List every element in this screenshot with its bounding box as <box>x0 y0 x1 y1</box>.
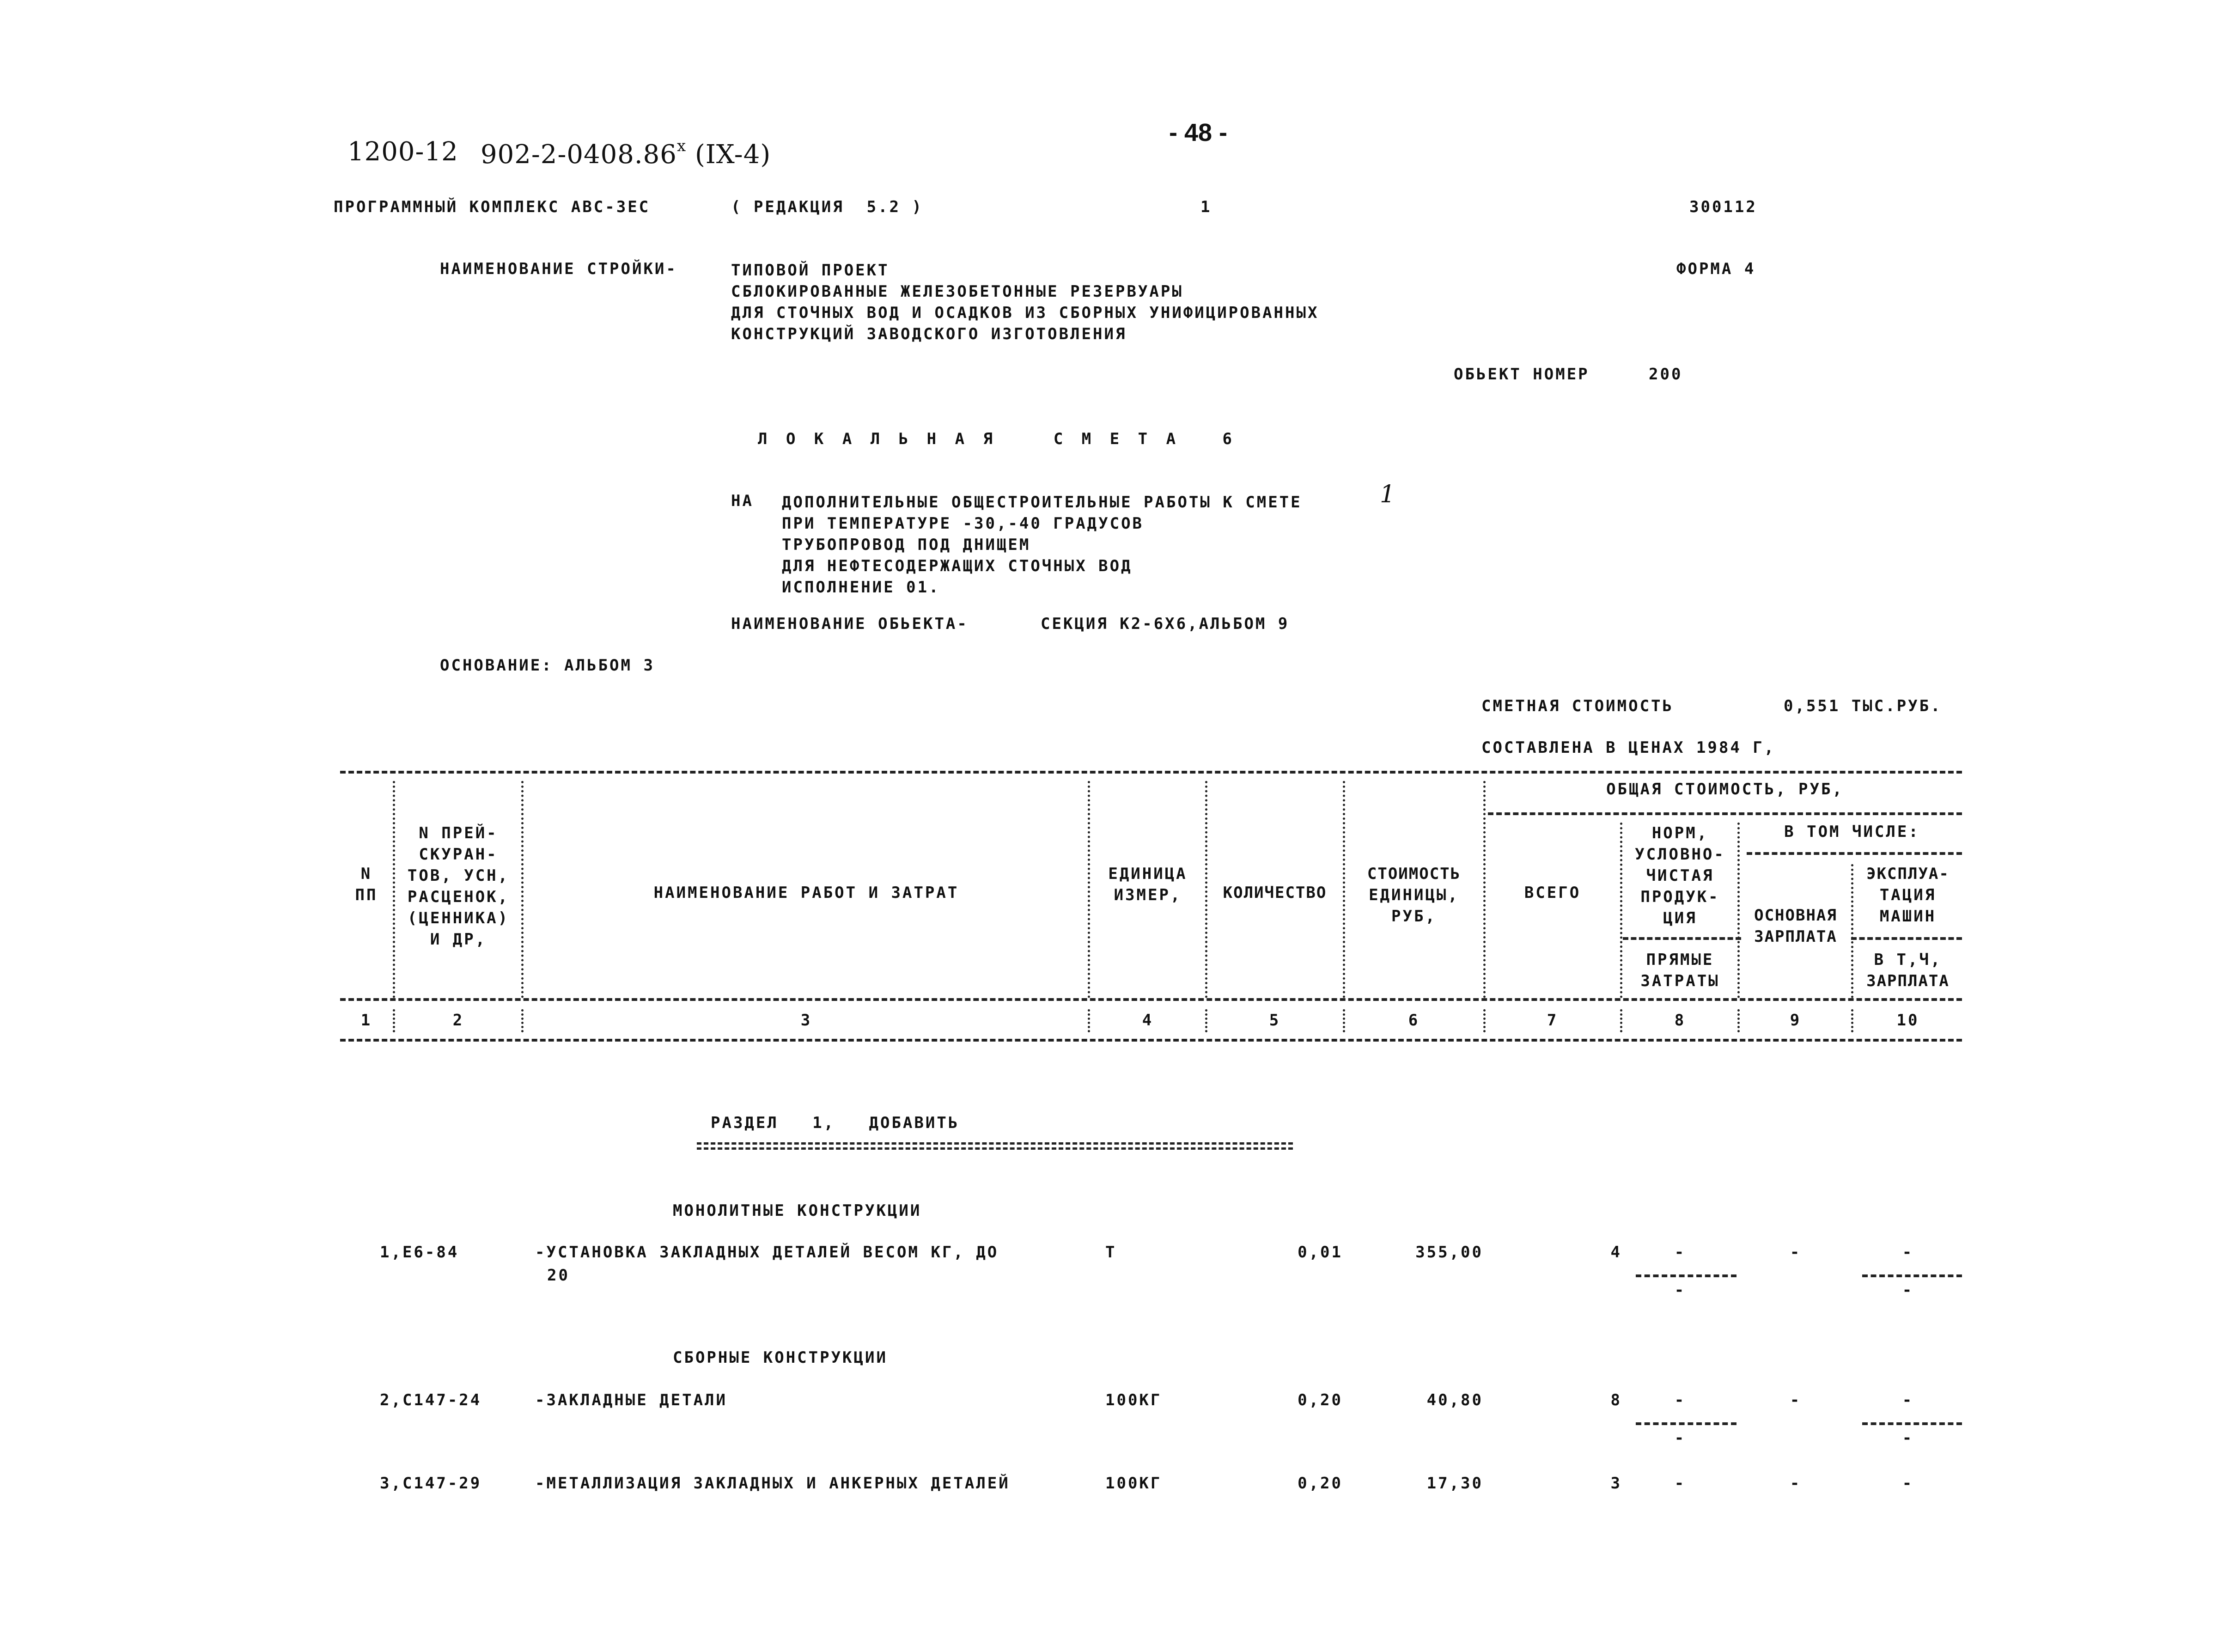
row-salary: - <box>1790 1391 1802 1409</box>
col-divider <box>1343 781 1345 998</box>
col1-head <box>346 863 387 906</box>
col1-head-line: ПП <box>355 886 378 904</box>
on-line: ДОПОЛНИТЕЛЬНЫЕ ОБЩЕСТРОИТЕЛЬНЫЕ РАБОТЫ К СМЕТЕ <box>782 493 1302 512</box>
row-split-rule <box>1636 1422 1736 1425</box>
row-split-rule <box>1636 1274 1736 1277</box>
cost-label: СМЕТНАЯ СТОИМОСТЬ <box>1481 697 1674 715</box>
site-line: ДЛЯ СТОЧНЫХ ВОД И ОСАДКОВ ИЗ СБОРНЫХ УНИФИЦИРОВАННЫХ <box>731 304 1319 322</box>
col8-head-line: ЧИСТАЯ <box>1646 866 1714 885</box>
row-total: 8 <box>1610 1391 1622 1409</box>
col-divider <box>1483 781 1486 998</box>
col10-head <box>1854 863 1962 927</box>
program-name: ПРОГРАММНЫЙ КОМПЛЕКС АВС-3ЕС <box>334 198 651 216</box>
col-divider <box>1088 781 1090 998</box>
col-divider <box>1851 864 1853 998</box>
col-divider <box>1088 1009 1090 1032</box>
row-salary: - <box>1790 1474 1802 1493</box>
col6-head-line: РУБ, <box>1391 907 1437 926</box>
sheet-number: 1 <box>1200 198 1212 216</box>
numbers-bottom-rule <box>340 1039 1962 1042</box>
col-number: 4 <box>1142 1011 1154 1030</box>
site-line: ТИПОВОЙ ПРОЕКТ <box>731 261 890 280</box>
project-code-mark: x <box>676 137 687 155</box>
row-price: 40,80 <box>1426 1391 1483 1409</box>
col-number: 5 <box>1269 1011 1281 1030</box>
row-code: 1,Е6-84 <box>380 1243 459 1262</box>
row-total: 4 <box>1610 1243 1622 1262</box>
col1-head-line: N <box>360 865 372 883</box>
prices-note: СОСТАВЛЕНА В ЦЕНАХ 1984 Г, <box>1481 738 1776 757</box>
row-unit: 100КГ <box>1105 1391 1162 1409</box>
row-machines: - <box>1902 1243 1914 1262</box>
col10-head-line: ЭКСПЛУА- <box>1866 865 1950 883</box>
col-divider <box>1737 1009 1740 1032</box>
col4-head <box>1092 863 1203 906</box>
col-divider <box>1343 1009 1345 1032</box>
col7-head: ВСЕГО <box>1524 884 1581 902</box>
row-price: 17,30 <box>1426 1474 1483 1493</box>
col-number: 6 <box>1408 1011 1420 1030</box>
site-label: НАИМЕНОВАНИЕ СТРОЙКИ- <box>440 260 677 278</box>
col8-head-line: УСЛОВНО- <box>1635 845 1725 864</box>
row-direct: - <box>1674 1243 1686 1262</box>
site-line: СБЛОКИРОВАННЫЕ ЖЕЛЕЗОБЕТОННЫЕ РЕЗЕРВУАРЫ <box>731 282 1183 301</box>
col-divider <box>521 1009 524 1032</box>
row-code: 2,С147-24 <box>380 1391 482 1409</box>
group-name: СБОРНЫЕ КОНСТРУКЦИИ <box>673 1348 888 1367</box>
col-number: 8 <box>1674 1011 1686 1030</box>
col-divider <box>393 781 395 998</box>
row-direct-lower: - <box>1674 1429 1686 1447</box>
col10-head-line: МАШИН <box>1879 907 1937 926</box>
col-divider <box>1483 1009 1486 1032</box>
col2-head-line: ТОВ, УСН, <box>407 866 510 885</box>
row-salary: - <box>1790 1243 1802 1262</box>
col-divider <box>393 1009 395 1032</box>
row-machines: - <box>1902 1474 1914 1493</box>
row-unit: Т <box>1105 1243 1117 1262</box>
total-cost-rule <box>1488 812 1962 815</box>
col2-head-line: (ЦЕННИКА) <box>407 909 510 927</box>
site-line: КОНСТРУКЦИЙ ЗАВОДСКОГО ИЗГОТОВЛЕНИЯ <box>731 325 1127 343</box>
estimate-ref-handwritten: 1 <box>1380 481 1396 508</box>
row-code: 3,С147-29 <box>380 1474 482 1493</box>
row-machines: - <box>1902 1391 1914 1409</box>
row-direct: - <box>1674 1474 1686 1493</box>
row-direct-lower: - <box>1674 1281 1686 1299</box>
col8-head-bottom <box>1623 949 1737 992</box>
on-line: ПРИ ТЕМПЕРАТУРЕ -30,-40 ГРАДУСОВ <box>782 514 1144 533</box>
row-split-rule <box>1862 1274 1962 1277</box>
col5-head: КОЛИЧЕСТВО <box>1223 884 1327 902</box>
project-code <box>481 137 771 170</box>
col10-head-line: ТАЦИЯ <box>1879 886 1937 904</box>
header-bottom-rule <box>340 998 1962 1001</box>
row-name: -ЗАКЛАДНЫЕ ДЕТАЛИ <box>535 1391 727 1409</box>
col-divider <box>1851 1009 1853 1032</box>
col-divider <box>1620 823 1622 998</box>
row-name-continued: 20 <box>547 1266 570 1285</box>
including-rule <box>1747 852 1962 855</box>
row-name: -МЕТАЛЛИЗАЦИЯ ЗАКЛАДНЫХ И АНКЕРНЫХ ДЕТАЛЕЙ <box>535 1474 1010 1493</box>
col10-head-bottom <box>1854 949 1962 992</box>
estimate-title: Л О К А Л Ь Н А Я С М Е Т А 6 <box>758 430 1237 448</box>
on-label: НА <box>731 492 754 510</box>
col-number: 2 <box>452 1011 464 1030</box>
on-line: ИСПОЛНЕНИЕ 01. <box>782 578 940 597</box>
col8-head-line: ПРОДУК- <box>1640 888 1720 906</box>
col6-head <box>1346 863 1481 927</box>
col-divider <box>1620 1009 1622 1032</box>
col9-head-line: ОСНОВНАЯ <box>1754 906 1837 925</box>
section-title: РАЗДЕЛ 1, ДОБАВИТЬ <box>711 1114 960 1132</box>
row-total: 3 <box>1610 1474 1622 1493</box>
row-price: 355,00 <box>1415 1243 1483 1262</box>
cost-value: 0,551 ТЫС.РУБ. <box>1784 697 1942 715</box>
row-split-rule <box>1862 1422 1962 1425</box>
col2-head-line: РАСЦЕНОК, <box>407 888 510 906</box>
object-name: СЕКЦИЯ К2-6Х6,АЛЬБОМ 9 <box>1041 615 1290 633</box>
project-code-number: 902-2-0408.86 <box>481 140 677 170</box>
site-lines <box>731 260 1319 345</box>
row-machines-lower: - <box>1902 1429 1914 1447</box>
doc-code: 1200-12 <box>347 137 458 167</box>
group-name: МОНОЛИТНЫЕ КОНСТРУКЦИИ <box>673 1201 922 1220</box>
col2-head-line: N ПРЕЙ- <box>419 824 498 842</box>
edition: ( РЕДАКЦИЯ 5.2 ) <box>731 198 923 216</box>
col9-head <box>1740 905 1851 947</box>
col8-head-line: ЦИЯ <box>1663 909 1697 927</box>
col9-head-line: ЗАРПЛАТА <box>1754 927 1837 946</box>
table-top-rule <box>340 771 1962 774</box>
on-line: ДЛЯ НЕФТЕСОДЕРЖАЩИХ СТОЧНЫХ ВОД <box>782 557 1133 575</box>
col8-split-rule <box>1623 937 1741 940</box>
col8-head-line: НОРМ, <box>1651 824 1709 842</box>
col4-head-line: ИЗМЕР, <box>1114 886 1182 904</box>
col6-head-line: СТОИМОСТЬ <box>1367 865 1461 883</box>
section-title-underline <box>697 1142 1293 1150</box>
row-direct: - <box>1674 1391 1686 1409</box>
col-divider <box>1205 781 1207 998</box>
form-number: ФОРМА 4 <box>1676 260 1756 278</box>
row-qty: 0,20 <box>1298 1391 1343 1409</box>
col2-head-line: СКУРАН- <box>419 845 498 864</box>
row-machines-lower: - <box>1902 1281 1914 1299</box>
col10-head-line: ЗАРПЛАТА <box>1866 972 1950 990</box>
col-divider <box>521 781 524 998</box>
page-number: - 48 - <box>1169 119 1228 146</box>
object-name-label: НАИМЕНОВАНИЕ ОБЬЕКТА- <box>731 615 969 633</box>
on-lines <box>782 492 1302 598</box>
col-number: 9 <box>1790 1011 1802 1030</box>
col-number: 1 <box>360 1011 372 1030</box>
basis: ОСНОВАНИЕ: АЛЬБОМ 3 <box>440 656 655 675</box>
row-unit: 100КГ <box>1105 1474 1162 1493</box>
program-code: 300112 <box>1689 198 1757 216</box>
col3-head: НАИМЕНОВАНИЕ РАБОТ И ЗАТРАТ <box>653 884 959 902</box>
col10-split-rule <box>1851 937 1962 940</box>
on-line: ТРУБОПРОВОД ПОД ДНИЩЕМ <box>782 536 1031 554</box>
col8-head-line: ПРЯМЫЕ <box>1646 951 1714 969</box>
object-number-label: ОБЬЕКТ НОМЕР <box>1454 365 1590 384</box>
total-cost-head: ОБЩАЯ СТОИМОСТЬ, РУБ, <box>1606 780 1844 799</box>
col-divider <box>1737 823 1740 998</box>
col2-head <box>397 823 519 950</box>
object-number: 200 <box>1649 365 1683 384</box>
col2-head-line: И ДР, <box>430 930 487 949</box>
col6-head-line: ЕДИНИЦЫ, <box>1369 886 1459 904</box>
row-name: -УСТАНОВКА ЗАКЛАДНЫХ ДЕТАЛЕЙ ВЕСОМ КГ, ДО <box>535 1243 999 1262</box>
col8-head <box>1623 823 1737 929</box>
col-number: 3 <box>800 1011 812 1030</box>
col-number: 10 <box>1896 1011 1919 1030</box>
col8-head-line: ЗАТРАТЫ <box>1640 972 1720 990</box>
col10-head-line: В Т,Ч, <box>1874 951 1942 969</box>
row-qty: 0,01 <box>1298 1243 1343 1262</box>
project-code-suffix: (IX-4) <box>695 140 771 170</box>
col-divider <box>1205 1009 1207 1032</box>
col-number: 7 <box>1547 1011 1559 1030</box>
row-qty: 0,20 <box>1298 1474 1343 1493</box>
col4-head-line: ЕДИНИЦА <box>1108 865 1188 883</box>
including-head: В ТОМ ЧИСЛЕ: <box>1784 823 1920 841</box>
